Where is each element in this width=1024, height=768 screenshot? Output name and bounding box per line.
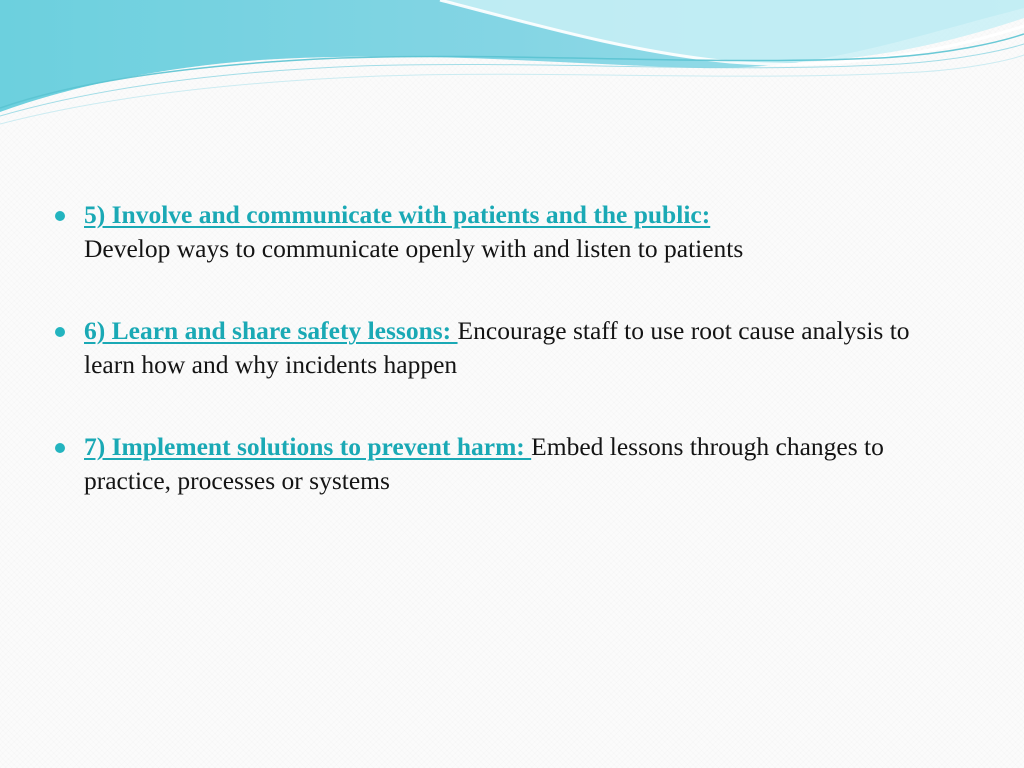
bullet-dot-icon — [55, 443, 65, 453]
bullet-item-7 — [52, 430, 952, 498]
bullet-item-6 — [52, 314, 952, 382]
bullet-heading: 7) Implement solutions to prevent harm: — [84, 432, 532, 461]
bullet-heading: 6) Learn and share safety lessons: — [84, 316, 458, 345]
bullet-heading: 5) Involve and communicate with patients and the public: — [84, 200, 711, 229]
decorative-wave-header — [0, 0, 1024, 130]
bullet-body: Embed lessons through changes to practice, processes or systems — [84, 432, 884, 495]
bullet-item-5 — [52, 198, 952, 266]
bullet-list — [52, 198, 952, 546]
bullet-body: Develop ways to communicate openly with and listen to patients — [84, 234, 744, 263]
bullet-dot-icon — [55, 327, 65, 337]
bullet-body: Encourage staff to use root cause analysis to learn how and why incidents happen — [84, 316, 910, 379]
bullet-dot-icon — [55, 211, 65, 221]
